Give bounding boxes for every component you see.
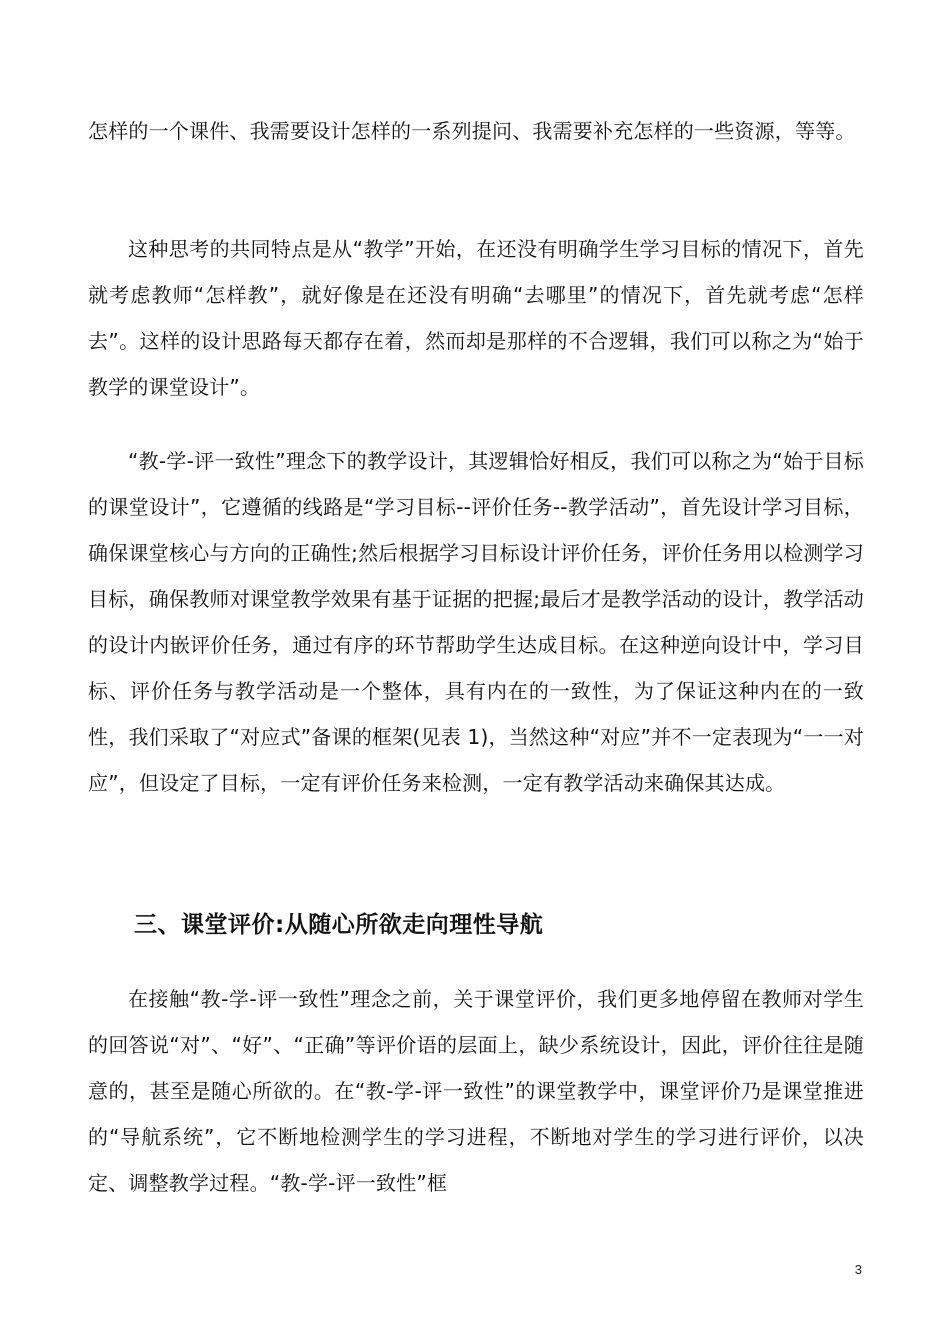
section-heading: 三、课堂评价:从随心所欲走向理性导航 [134,912,544,938]
paragraph-teaching-first: 这种思考的共同特点是从“教学”开始，在还没有明确学生学习目标的情况下，首先就考虑教师“怎样教”，就好像是在还没有明确“去哪里”的情况下，首先就考虑“怎样去”。这样的设计思路每天都存在着，然而却是那样的不合逻辑，我们可以称之为“始于教学的课堂设计”。 [88,237,864,399]
page-number: 3 [854,1262,862,1277]
paragraph-goal-first: “教-学-评一致性”理念下的教学设计，其逻辑恰好相反，我们可以称之为“始于目标的课堂设计”，它遵循的线路是“学习目标--评价任务--教学活动”，首先设计学习目标，确保课堂核心与方向的正确性;然后根据学习目标设计评价任务，评价任务用以检测学习目标，确保教师对课堂教学效果有基于证据的把握;最后才是教学活动的设计，教学活动的设计内嵌评价任务，通过有序的环节帮助学生达成目标。在这种逆向设计中，学习目标、评价任务与教学活动是一个整体，具有内在的一致性，为了保证这种内在的一致性，我们采取了“对应式”备课的框架(见表 1)，当然这种“对应”并不一定表现为“一一对应”，但设定了目标，一定有评价任务来检测，一定有教学活动来确保其达成。 [88,449,864,795]
paragraph-continued: 怎样的一个课件、我需要设计怎样的一系列提问、我需要补充怎样的一些资源，等等。 [88,119,856,143]
paragraph-classroom-evaluation: 在接触“教-学-评一致性”理念之前，关于课堂评价，我们更多地停留在教师对学生的回答说“对”、“好”、“正确”等评价语的层面上，缺少系统设计，因此，评价往往是随意的，甚至是随心所欲的。在“教-学-评一致性”的课堂教学中，课堂评价乃是课堂推进的“导航系统”，它不断地检测学生的学习进程，不断地对学生的学习进行评价，以决定、调整教学过程。“教-学-评一致性”框 [88,987,864,1195]
